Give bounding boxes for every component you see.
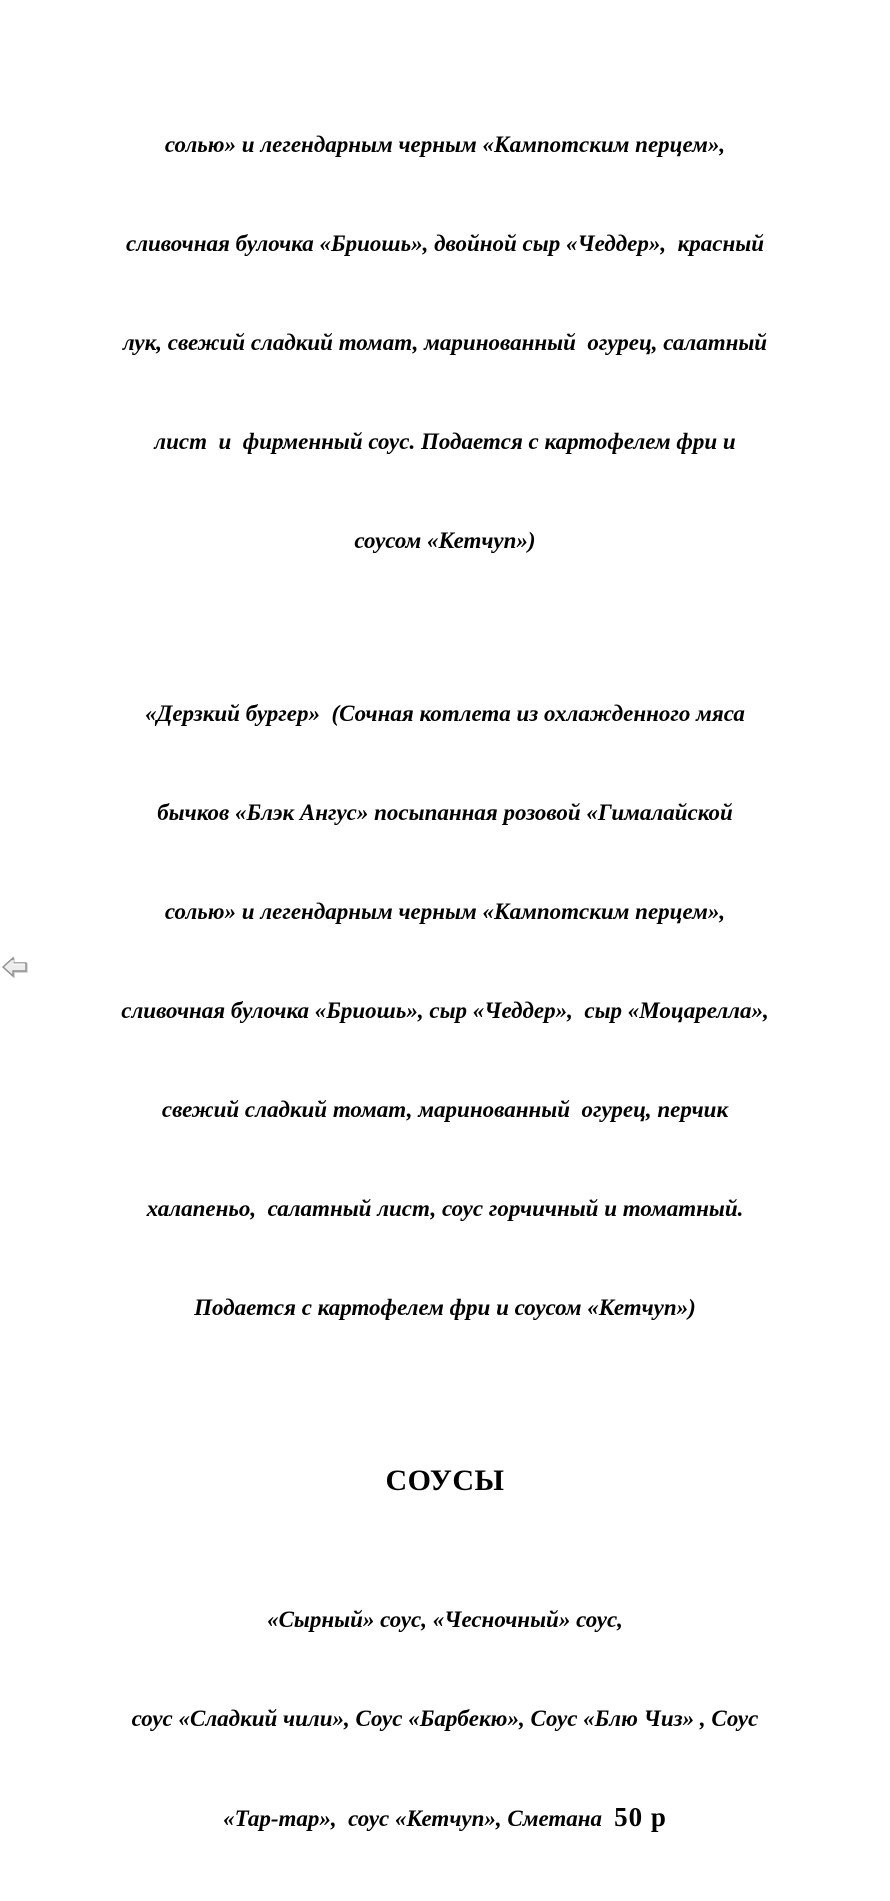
previous-page-button[interactable] [1,954,29,980]
text-line: свежий сладкий томат, маринованный огурец, перчик [161,1097,729,1122]
back-arrow-icon [1,955,29,980]
text-line: сливочная булочка «Бриошь», двойной сыр «Чеддер», красный [126,231,764,256]
text-line: солью» и легендарным черным «Кампотским перцем», [164,132,726,157]
text-line: соусом «Кетчуп») [354,528,536,553]
text-line [0,1801,890,1835]
section-heading-sauces: СОУСЫ [385,1464,505,1497]
paragraph-sauces [0,1537,890,1901]
text-line: лук, свежий сладкий томат, маринованный огурец, салатный [122,330,768,355]
text-line: «Дерзкий бургер» (Сочная котлета из охлажденного мяса [145,701,745,726]
text-line: «Сырный» соус, «Чесночный» соус, [267,1607,623,1632]
paragraph-derzky-burger [0,631,890,1390]
text-line-fragment: «Тар-тар», соус «Кетчуп», Сметана [223,1806,603,1831]
price-value: 50 р [614,1802,667,1832]
text-line: Подается с картофелем фри и соусом «Кетчуп») [194,1295,696,1320]
text-line: солью» и легендарным черным «Кампотским перцем», [164,899,726,924]
text-line: халапеньо, салатный лист, соус горчичный и томатный. [146,1196,744,1221]
text-line: соус «Сладкий чили», Соус «Барбекю», Соус «Блю Чиз» , Соус [131,1706,759,1731]
text-line: лист и фирменный соус. Подается с картофелем фри и [154,429,736,454]
text-line: бычков «Блэк Ангус» посыпанная розовой «Гималайской [157,800,733,825]
paragraph-continuation [0,62,890,623]
text-line: сливочная булочка «Бриошь», сыр «Чеддер», сыр «Моцарелла», [121,998,769,1023]
